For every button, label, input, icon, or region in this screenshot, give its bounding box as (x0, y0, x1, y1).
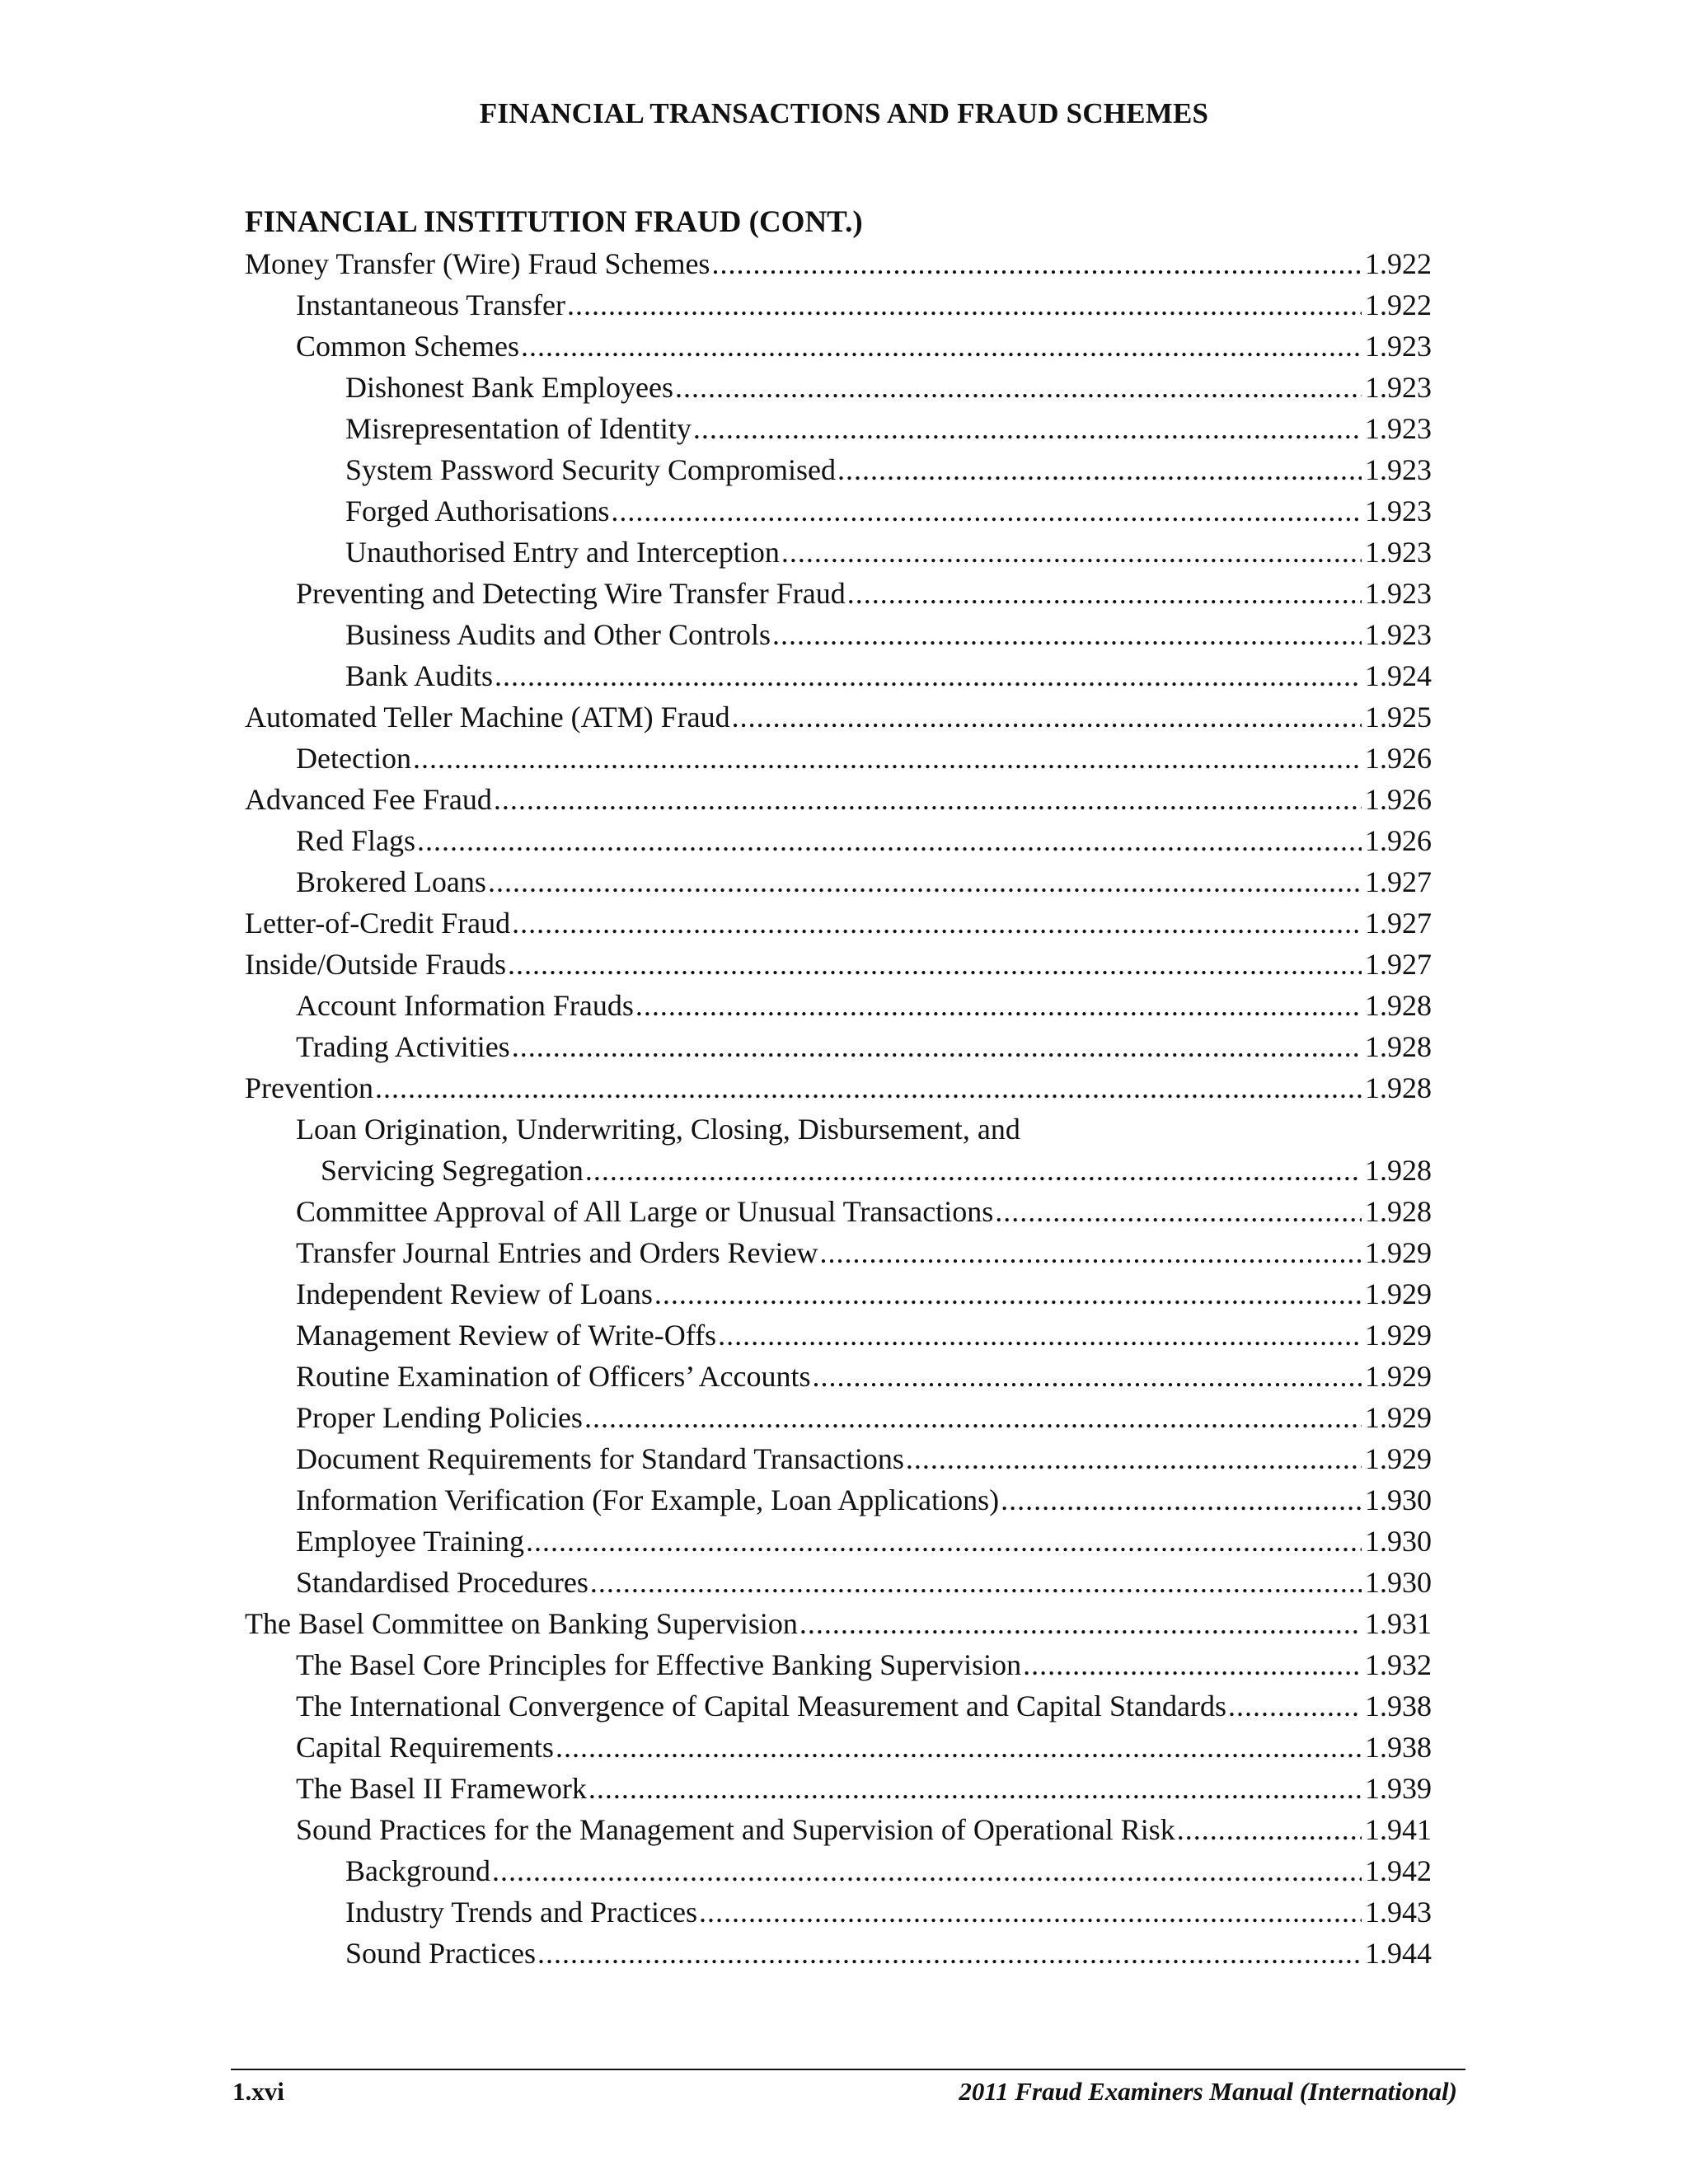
dot-leader (492, 1850, 1362, 1891)
dot-leader (413, 738, 1362, 779)
toc-entry[interactable] (245, 1026, 1432, 1067)
toc-entry-title: Dishonest Bank Employees (345, 367, 675, 408)
toc-entry[interactable] (245, 1191, 1432, 1232)
dot-leader (508, 944, 1362, 985)
toc-entry-page: 1.931 (1365, 1607, 1432, 1640)
toc-entry-page: 1.927 (1365, 907, 1432, 940)
toc-entry-title: Unauthorised Entry and Interception (345, 532, 781, 573)
dot-leader (995, 1191, 1362, 1232)
toc-entry-page: 1.928 (1365, 1030, 1432, 1063)
toc-entry-title: Advanced Fee Fraud (245, 779, 494, 820)
toc-entry-page: 1.924 (1365, 659, 1432, 692)
toc-entry-page: 1.939 (1365, 1772, 1432, 1805)
toc-entry-page: 1.944 (1365, 1937, 1432, 1970)
toc-entry-page: 1.928 (1365, 1195, 1432, 1228)
toc-entry-page: 1.926 (1365, 742, 1432, 775)
toc-entry-page: 1.929 (1365, 1401, 1432, 1434)
dot-leader (813, 1356, 1362, 1397)
toc-entry[interactable] (245, 944, 1432, 985)
toc-entry-title: Bank Audits (345, 655, 495, 696)
dot-leader (526, 1521, 1362, 1562)
section-title: FINANCIAL INSTITUTION FRAUD (CONT.) (245, 205, 863, 239)
toc-entry-page: 1.923 (1365, 577, 1432, 610)
toc-entry-title: Instantaneous Transfer (296, 284, 567, 326)
dot-leader (590, 1562, 1362, 1603)
toc-entry-page: 1.923 (1365, 412, 1432, 445)
toc-entry[interactable] (245, 779, 1432, 820)
toc-entry-title: Independent Review of Loans (296, 1273, 654, 1315)
toc-entry-title: The Basel Committee on Banking Supervision (245, 1603, 799, 1644)
toc-entry-page: 1.938 (1365, 1690, 1432, 1722)
dot-leader (906, 1438, 1362, 1479)
toc-entry[interactable] (245, 408, 1432, 449)
dot-leader (567, 284, 1362, 326)
toc-entry-page: 1.932 (1365, 1648, 1432, 1681)
dot-leader (711, 243, 1362, 284)
toc-entry[interactable] (245, 1644, 1432, 1685)
toc-entry-title: Committee Approval of All Large or Unusual Transactions (296, 1191, 995, 1232)
page-title: FINANCIAL TRANSACTIONS AND FRAUD SCHEMES (479, 97, 1209, 129)
dot-leader (556, 1727, 1362, 1768)
toc-entry-title: Brokered Loans (296, 861, 488, 902)
footer-page-number: 1.xvi (232, 2077, 284, 2106)
toc-entry[interactable] (245, 1850, 1432, 1891)
toc-entry-title: The Basel Core Principles for Effective Banking Supervision (296, 1644, 1023, 1685)
dot-leader (494, 779, 1362, 820)
toc-entry-title: Business Audits and Other Controls (345, 614, 772, 655)
dot-leader (488, 861, 1362, 902)
toc-entry[interactable] (245, 1273, 1432, 1315)
toc-entry-title: Employee Training (296, 1521, 526, 1562)
toc-entry-title: Transfer Journal Entries and Orders Review (296, 1232, 820, 1273)
toc-entry-title: Trading Activities (296, 1026, 512, 1067)
toc-entry-title: The Basel II Framework (296, 1768, 588, 1809)
footer-divider (231, 2069, 1465, 2070)
toc-entry-title: Red Flags (296, 820, 417, 861)
dot-leader (699, 1891, 1362, 1933)
toc-entry-title: Common Schemes (296, 326, 521, 367)
dot-leader (772, 614, 1362, 655)
toc-entry[interactable] (245, 449, 1432, 490)
dot-leader (495, 655, 1362, 696)
toc-entry-page: 1.927 (1365, 865, 1432, 898)
toc-entry[interactable] (245, 1479, 1432, 1521)
dot-leader (588, 1768, 1362, 1809)
toc-entry-title: Money Transfer (Wire) Fraud Schemes (245, 243, 711, 284)
toc-entry-title: Document Requirements for Standard Transactions (296, 1438, 906, 1479)
toc-entry[interactable] (245, 1809, 1432, 1850)
toc-entry-title: Industry Trends and Practices (345, 1891, 699, 1933)
toc-entry-page: 1.929 (1365, 1360, 1432, 1393)
toc-entry-page: 1.938 (1365, 1731, 1432, 1764)
toc-entry[interactable] (245, 861, 1432, 902)
toc-entry-page: 1.929 (1365, 1442, 1432, 1475)
toc-entry-page: 1.929 (1365, 1319, 1432, 1352)
toc-entry[interactable] (245, 1108, 1432, 1150)
toc-entry[interactable] (245, 1067, 1432, 1108)
toc-entry[interactable] (245, 985, 1432, 1026)
toc-entry-title: Misrepresentation of Identity (345, 408, 693, 449)
table-of-contents (245, 202, 1432, 1974)
toc-entry-page: 1.929 (1365, 1236, 1432, 1269)
toc-entry-page: 1.930 (1365, 1525, 1432, 1558)
toc-entry-page: 1.923 (1365, 618, 1432, 651)
dot-leader (375, 1067, 1362, 1108)
toc-entry-page: 1.941 (1365, 1813, 1432, 1846)
dot-leader (799, 1603, 1362, 1644)
toc-entry[interactable] (245, 1150, 1432, 1191)
dot-leader (693, 408, 1362, 449)
toc-entry-title: Automated Teller Machine (ATM) Fraud (245, 696, 732, 738)
dot-leader (537, 1933, 1362, 1974)
toc-entry[interactable] (245, 1727, 1432, 1768)
toc-entry-page: 1.925 (1365, 701, 1432, 733)
toc-entry[interactable] (245, 902, 1432, 944)
dot-leader (417, 820, 1362, 861)
toc-entry-title: Routine Examination of Officers’ Accounts (296, 1356, 813, 1397)
dot-leader (1023, 1644, 1362, 1685)
toc-entry[interactable] (245, 326, 1432, 367)
toc-entry-page: 1.923 (1365, 494, 1432, 527)
toc-entry-page: 1.927 (1365, 948, 1432, 981)
toc-entry-title: Proper Lending Policies (296, 1397, 584, 1438)
toc-entry-page: 1.926 (1365, 783, 1432, 816)
toc-entry[interactable] (245, 243, 1432, 284)
toc-entry-page: 1.928 (1365, 1071, 1432, 1104)
toc-entry-page: 1.928 (1365, 989, 1432, 1022)
toc-entry-title: Forged Authorisations (345, 490, 611, 532)
toc-entry-title: Detection (296, 738, 413, 779)
toc-entry-title: Capital Requirements (296, 1727, 556, 1768)
toc-entry-page: 1.923 (1365, 371, 1432, 404)
dot-leader (732, 696, 1362, 738)
toc-entry-title: Servicing Segregation (321, 1150, 585, 1191)
dot-leader (847, 573, 1362, 614)
dot-leader (718, 1315, 1362, 1356)
toc-entry-title: Management Review of Write-Offs (296, 1315, 718, 1356)
toc-entry-page: 1.926 (1365, 824, 1432, 857)
toc-entry-title: Loan Origination, Underwriting, Closing, Disbursement, and (296, 1108, 1022, 1150)
toc-entry[interactable] (245, 1356, 1432, 1397)
footer-manual-title: 2011 Fraud Examiners Manual (International) (959, 2077, 1457, 2106)
toc-entry-page: 1.928 (1365, 1154, 1432, 1187)
toc-entry-title: Prevention (245, 1067, 375, 1108)
toc-entry-page: 1.942 (1365, 1854, 1432, 1887)
dot-leader (781, 532, 1362, 573)
dot-leader (1228, 1685, 1362, 1727)
dot-leader (584, 1397, 1362, 1438)
toc-entry[interactable] (245, 1521, 1432, 1562)
dot-leader (521, 326, 1362, 367)
toc-entry-title: Account Information Frauds (296, 985, 635, 1026)
toc-entry[interactable] (245, 1933, 1432, 1974)
dot-leader (1001, 1479, 1362, 1521)
dot-leader (611, 490, 1362, 532)
toc-entry-title: Sound Practices for the Management and Supervision of Operational Risk (296, 1809, 1177, 1850)
toc-entry[interactable] (245, 655, 1432, 696)
toc-entries (245, 243, 1432, 1974)
toc-entry[interactable] (245, 1397, 1432, 1438)
dot-leader (837, 449, 1362, 490)
toc-entry-title: Inside/Outside Frauds (245, 944, 508, 985)
toc-entry[interactable] (245, 1603, 1432, 1644)
dot-leader (512, 902, 1362, 944)
dot-leader (1177, 1809, 1362, 1850)
toc-entry[interactable] (245, 1685, 1432, 1727)
toc-entry[interactable] (245, 1438, 1432, 1479)
toc-entry[interactable] (245, 820, 1432, 861)
toc-entry[interactable] (245, 696, 1432, 738)
toc-entry[interactable] (245, 573, 1432, 614)
toc-entry[interactable] (245, 532, 1432, 573)
dot-leader (654, 1273, 1362, 1315)
toc-entry[interactable] (245, 1562, 1432, 1603)
toc-entry-title: System Password Security Compromised (345, 449, 837, 490)
dot-leader (675, 367, 1362, 408)
dot-leader (585, 1150, 1362, 1191)
dot-leader (635, 985, 1362, 1026)
toc-entry-page: 1.923 (1365, 330, 1432, 363)
toc-entry-title: Background (345, 1850, 492, 1891)
toc-entry[interactable] (245, 367, 1432, 408)
toc-entry[interactable] (245, 1891, 1432, 1933)
toc-entry-title: Letter-of-Credit Fraud (245, 902, 512, 944)
toc-entry-title: Sound Practices (345, 1933, 537, 1974)
toc-entry-title: The International Convergence of Capital Measurement and Capital Standards (296, 1685, 1228, 1727)
toc-entry[interactable] (245, 614, 1432, 655)
toc-entry-page: 1.922 (1365, 288, 1432, 321)
toc-entry[interactable] (245, 284, 1432, 326)
toc-entry[interactable] (245, 738, 1432, 779)
toc-entry-title: Standardised Procedures (296, 1562, 590, 1603)
toc-entry-page: 1.930 (1365, 1483, 1432, 1516)
toc-entry[interactable] (245, 1315, 1432, 1356)
toc-entry[interactable] (245, 490, 1432, 532)
toc-entry-page: 1.923 (1365, 536, 1432, 569)
toc-entry-page: 1.930 (1365, 1566, 1432, 1599)
toc-entry-page: 1.922 (1365, 247, 1432, 280)
toc-entry-page: 1.943 (1365, 1896, 1432, 1929)
toc-entry-title: Information Verification (For Example, Loan Applications) (296, 1479, 1001, 1521)
toc-entry-page: 1.929 (1365, 1277, 1432, 1310)
toc-entry-title: Preventing and Detecting Wire Transfer Fraud (296, 573, 847, 614)
toc-entry[interactable] (245, 1768, 1432, 1809)
dot-leader (512, 1026, 1362, 1067)
toc-entry[interactable] (245, 1232, 1432, 1273)
dot-leader (820, 1232, 1362, 1273)
toc-entry-page: 1.923 (1365, 453, 1432, 486)
